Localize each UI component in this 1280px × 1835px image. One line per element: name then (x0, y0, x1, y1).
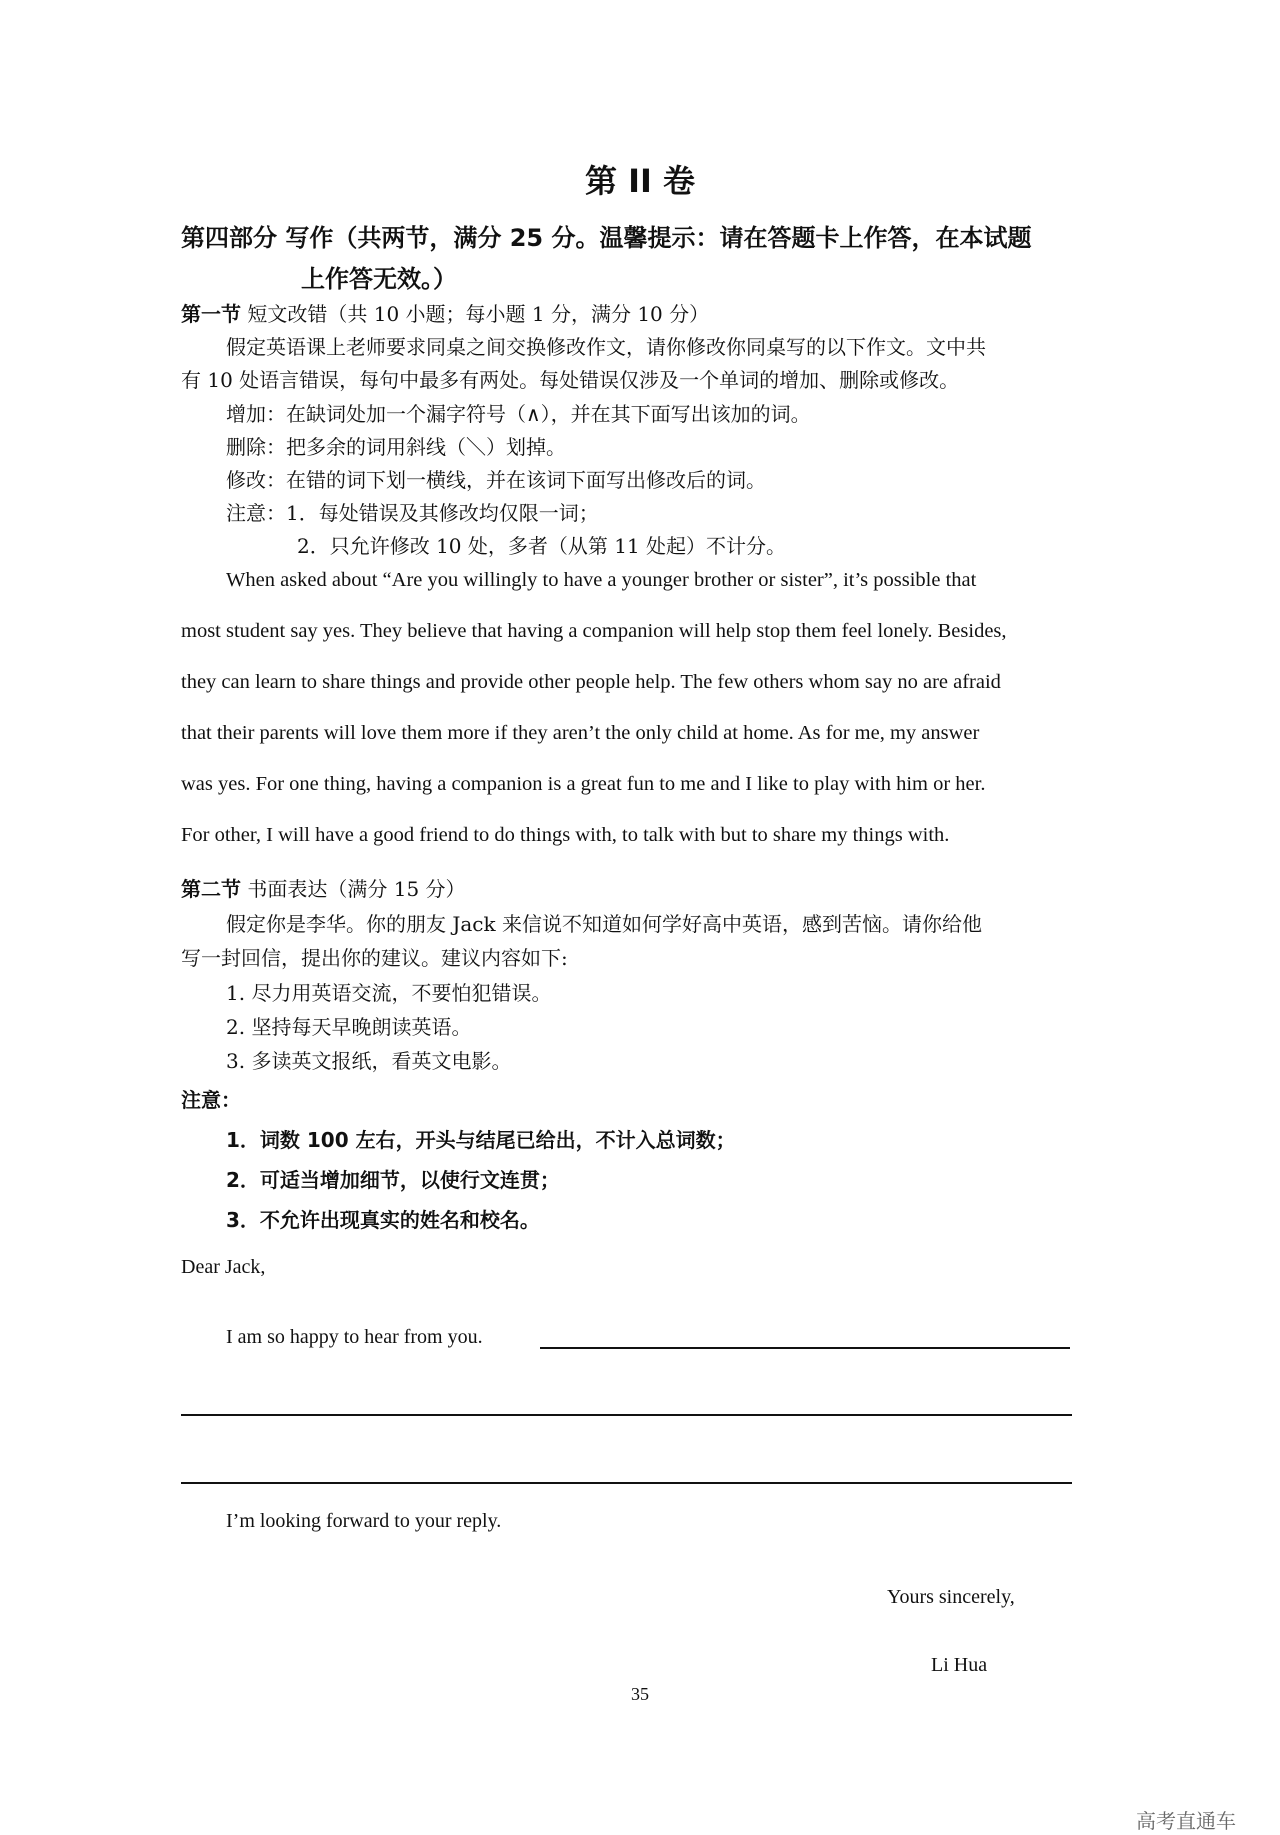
suggestion-item: 2. 坚持每天早晚朗读英语。 (226, 1015, 472, 1039)
essay-line: was yes. For one thing, having a companion is a great fun to me and I like to play with him or her. (181, 773, 986, 795)
section1-intro-line2: 有 10 处语言错误，每句中最多有两处。每处错误仅涉及一个单词的增加、删除或修改。 (181, 368, 960, 392)
note-item: 1．词数 100 左右，开头与结尾已给出，不计入总词数； (226, 1128, 736, 1152)
section1-note1: 注意：1．每处错误及其修改均仅限一词； (226, 501, 599, 525)
section2-label: 第二节 (181, 877, 241, 901)
section1-title: 短文改错（共 10 小题；每小题 1 分，满分 10 分） (241, 302, 710, 326)
letter-opening: I am so happy to hear from you. (226, 1326, 483, 1348)
section2-title: 书面表达（满分 15 分） (241, 877, 466, 901)
note-item: 2．可适当增加细节，以使行文连贯； (226, 1168, 560, 1192)
section1-note2: 2．只允许修改 10 处，多者（从第 11 处起）不计分。 (297, 534, 787, 558)
page-number: 35 (631, 1684, 649, 1704)
suggestion-item: 1. 尽力用英语交流，不要怕犯错误。 (226, 981, 552, 1005)
essay-line: When asked about “Are you willingly to have a younger brother or sister”, it’s possible that (226, 569, 977, 591)
essay-line: that their parents will love them more if they aren’t the only child at home. As for me, my answer (181, 722, 980, 744)
rule-delete: 删除：把多余的词用斜线（＼）划掉。 (226, 435, 566, 459)
rule-add: 增加：在缺词处加一个漏字符号（∧），并在其下面写出该加的词。 (226, 402, 811, 426)
essay-line: they can learn to share things and provide other people help. The few others whom say no are afraid (181, 671, 1001, 693)
section2-intro-line2: 写一封回信，提出你的建议。建议内容如下: (181, 946, 568, 970)
section1-heading (181, 298, 709, 327)
section2-intro-line1: 假定你是李华。你的朋友 Jack 来信说不知道如何学好高中英语，感到苦恼。请你给他 (226, 912, 982, 936)
part4-heading-line1: 第四部分 写作（共两节，满分 25 分。温馨提示：请在答题卡上作答，在本试题 (181, 224, 1032, 252)
part4-heading-line2: 上作答无效。） (301, 265, 457, 293)
note-item: 3．不允许出现真实的姓名和校名。 (226, 1208, 540, 1232)
section2-heading (181, 873, 466, 902)
watermark-text: 高考直通车 (1136, 1809, 1236, 1833)
section1-label: 第一节 (181, 302, 241, 326)
rule-modify: 修改：在错的词下划一横线，并在该词下面写出修改后的词。 (226, 468, 766, 492)
suggestion-item: 3. 多读英文报纸，看英文电影。 (226, 1049, 512, 1073)
essay-line: For other, I will have a good friend to do things with, to talk with but to share my things with. (181, 824, 950, 846)
letter-signoff: Yours sincerely, (887, 1586, 1015, 1608)
answer-line[interactable] (181, 1482, 1072, 1484)
letter-greeting: Dear Jack, (181, 1256, 266, 1278)
letter-closing: I’m looking forward to your reply. (226, 1510, 502, 1532)
answer-line[interactable] (540, 1347, 1070, 1349)
section1-intro-line1: 假定英语课上老师要求同桌之间交换修改作文，请你修改你同桌写的以下作文。文中共 (226, 335, 986, 359)
answer-line[interactable] (181, 1414, 1072, 1416)
page-title: 第 II 卷 (584, 162, 696, 200)
letter-name: Li Hua (931, 1654, 988, 1676)
notes-label: 注意： (181, 1088, 241, 1112)
essay-line: most student say yes. They believe that having a companion will help stop them feel lonely. Besides, (181, 620, 1007, 642)
